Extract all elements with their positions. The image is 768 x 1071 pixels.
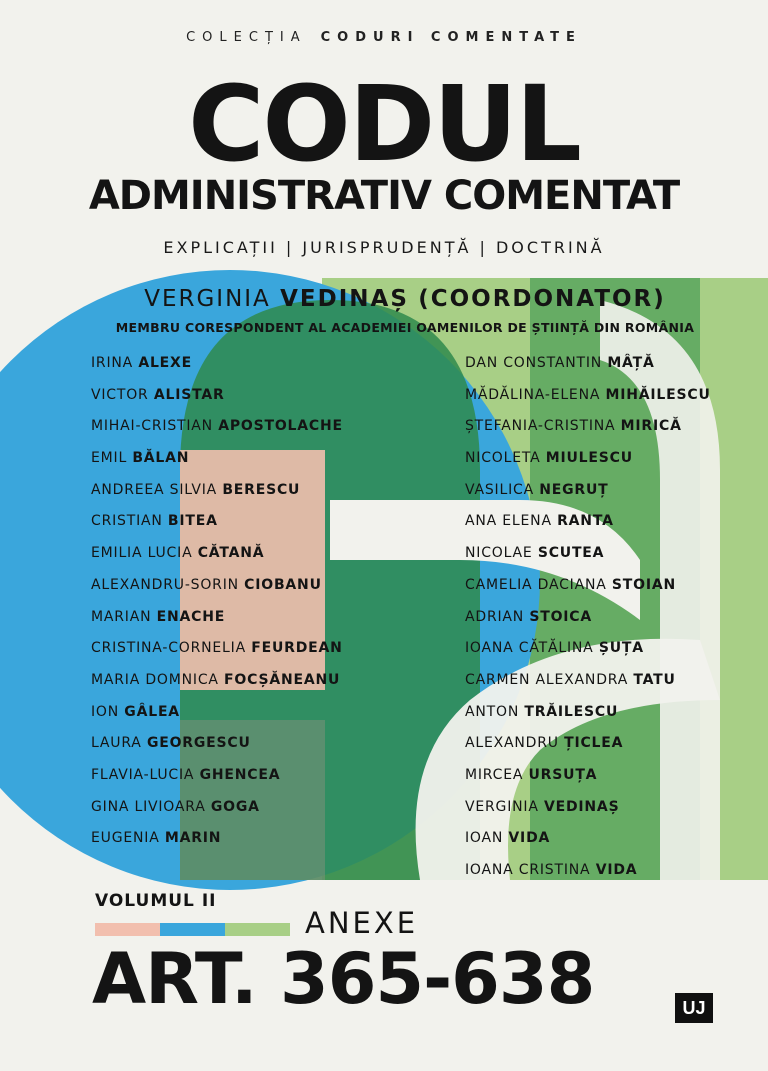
annex-label: ANEXE (305, 906, 419, 940)
author-first-name: VICTOR (91, 386, 149, 403)
author-surname: VIDA (508, 830, 551, 847)
author-surname: STOICA (529, 608, 592, 625)
series-line (0, 30, 768, 45)
color-bar (95, 923, 160, 936)
author-name (465, 570, 711, 602)
author-name (91, 348, 343, 380)
author-first-name: MĂDĂLINA-ELENA (465, 386, 601, 403)
series-prefix: COLECȚIA (186, 30, 307, 45)
volume-label: VOLUMUL II (95, 891, 217, 911)
author-surname: STOIAN (611, 576, 677, 593)
book-subtitle: ADMINISTRATIV COMENTAT (88, 173, 680, 219)
author-name (465, 792, 711, 824)
author-surname: GÂLEA (124, 703, 180, 720)
author-surname: BERESCU (222, 481, 301, 498)
author-surname: MIRICĂ (620, 418, 682, 435)
author-name (91, 380, 343, 412)
author-surname: GEORGESCU (146, 735, 251, 752)
author-name (465, 380, 711, 412)
author-first-name: ALEXANDRU (465, 735, 559, 752)
author-first-name: ANDREEA SILVIA (91, 481, 218, 498)
author-name (91, 602, 343, 634)
author-name (465, 506, 711, 538)
author-first-name: IOAN (465, 830, 504, 847)
author-name (465, 823, 711, 855)
author-surname: CĂTANĂ (197, 545, 265, 562)
authors-column-left (91, 348, 343, 855)
author-first-name: VERGINIA (465, 798, 539, 815)
series-name: CODURI COMENTATE (320, 30, 582, 45)
author-surname: MÂȚĂ (607, 355, 655, 371)
author-first-name: DAN CONSTANTIN (465, 355, 603, 371)
author-first-name: IOANA CRISTINA (465, 862, 591, 878)
author-first-name: MIRCEA (465, 766, 524, 783)
coordinator-surname: VEDINAȘ (280, 286, 409, 312)
author-surname: MIULESCU (545, 450, 633, 467)
author-name (91, 760, 343, 792)
author-first-name: EMILIA LUCIA (91, 545, 193, 562)
author-surname: GOGA (210, 798, 260, 815)
author-first-name: NICOLAE (465, 545, 533, 562)
author-first-name: CAMELIA DACIANA (465, 576, 607, 593)
author-surname: TATU (633, 671, 676, 688)
author-first-name: ALEXANDRU-SORIN (91, 576, 239, 593)
author-surname: ȚICLEA (564, 735, 624, 752)
author-name (91, 506, 343, 538)
author-surname: URSUȚA (528, 766, 598, 783)
author-name (91, 443, 343, 475)
author-surname: VIDA (595, 862, 638, 878)
book-tagline: EXPLICAȚII | JURISPRUDENȚĂ | DOCTRINĂ (163, 238, 605, 257)
author-surname: MARIN (164, 830, 222, 847)
author-name (465, 411, 711, 443)
author-first-name: ANA ELENA (465, 513, 552, 530)
author-first-name: NICOLETA (465, 450, 541, 467)
color-bar (225, 923, 290, 936)
author-name (91, 823, 343, 855)
author-surname: FEURDEAN (251, 640, 343, 657)
author-first-name: IOANA CĂTĂLINA (465, 640, 594, 657)
author-name (465, 443, 711, 475)
author-name (465, 348, 711, 380)
author-name (465, 538, 711, 570)
author-name (91, 665, 343, 697)
author-name (465, 602, 711, 634)
author-first-name: ION (91, 703, 120, 720)
author-name (91, 411, 343, 443)
author-first-name: ȘTEFANIA-CRISTINA (465, 418, 616, 435)
author-name (465, 728, 711, 760)
author-surname: BĂLAN (132, 450, 190, 467)
author-name (465, 665, 711, 697)
author-surname: APOSTOLACHE (218, 418, 343, 435)
author-first-name: EMIL (91, 450, 128, 467)
author-first-name: MARIA DOMNICA (91, 671, 219, 688)
color-bar (160, 923, 225, 936)
author-name (91, 475, 343, 507)
articles-range: ART. 365-638 (92, 938, 595, 1020)
publisher-logo: UJ (675, 993, 713, 1023)
book-title: CODUL (188, 63, 580, 185)
author-surname: TRĂILESCU (524, 703, 619, 720)
authors-column-right (465, 348, 711, 887)
author-first-name: FLAVIA-LUCIA (91, 766, 195, 783)
author-surname: FOCȘĂNEANU (224, 671, 341, 688)
coordinator-first-name: VERGINIA (144, 286, 271, 312)
author-name (465, 697, 711, 729)
author-surname: ȘUȚA (598, 640, 644, 657)
author-first-name: LAURA (91, 735, 142, 752)
author-name (91, 792, 343, 824)
author-surname: BITEA (167, 513, 218, 530)
author-first-name: CARMEN ALEXANDRA (465, 671, 629, 688)
author-name (91, 570, 343, 602)
coordinator-affiliation: MEMBRU CORESPONDENT AL ACADEMIEI OAMENILOR DE ȘTIINȚĂ DIN ROMÂNIA (115, 320, 695, 335)
author-name (91, 697, 343, 729)
author-surname: MIHĂILESCU (605, 386, 711, 403)
author-surname: NEGRUȚ (539, 481, 609, 498)
author-name (465, 760, 711, 792)
coordinator-role: (COORDONATOR) (418, 286, 666, 312)
author-first-name: MARIAN (91, 608, 152, 625)
author-first-name: GINA LIVIOARA (91, 798, 206, 815)
author-first-name: CRISTIAN (91, 513, 163, 530)
author-name (91, 728, 343, 760)
author-name (91, 538, 343, 570)
author-name (91, 633, 343, 665)
author-first-name: EUGENIA (91, 830, 160, 847)
author-surname: ALISTAR (153, 386, 225, 403)
author-first-name: ANTON (465, 703, 520, 720)
author-surname: CIOBANU (244, 576, 322, 593)
author-first-name: MIHAI-CRISTIAN (91, 418, 213, 435)
author-first-name: ADRIAN (465, 608, 525, 625)
author-name (465, 475, 711, 507)
author-surname: RANTA (557, 513, 614, 530)
author-name (465, 855, 711, 887)
author-first-name: CRISTINA-CORNELIA (91, 640, 246, 657)
author-surname: ALEXE (138, 355, 192, 371)
author-first-name: VASILICA (465, 481, 534, 498)
author-surname: SCUTEA (537, 545, 605, 562)
coordinator-line (0, 288, 768, 311)
author-first-name: IRINA (91, 355, 134, 371)
author-surname: GHENCEA (199, 766, 281, 783)
author-surname: ENACHE (156, 608, 226, 625)
author-surname: VEDINAȘ (543, 798, 620, 815)
author-name (465, 633, 711, 665)
